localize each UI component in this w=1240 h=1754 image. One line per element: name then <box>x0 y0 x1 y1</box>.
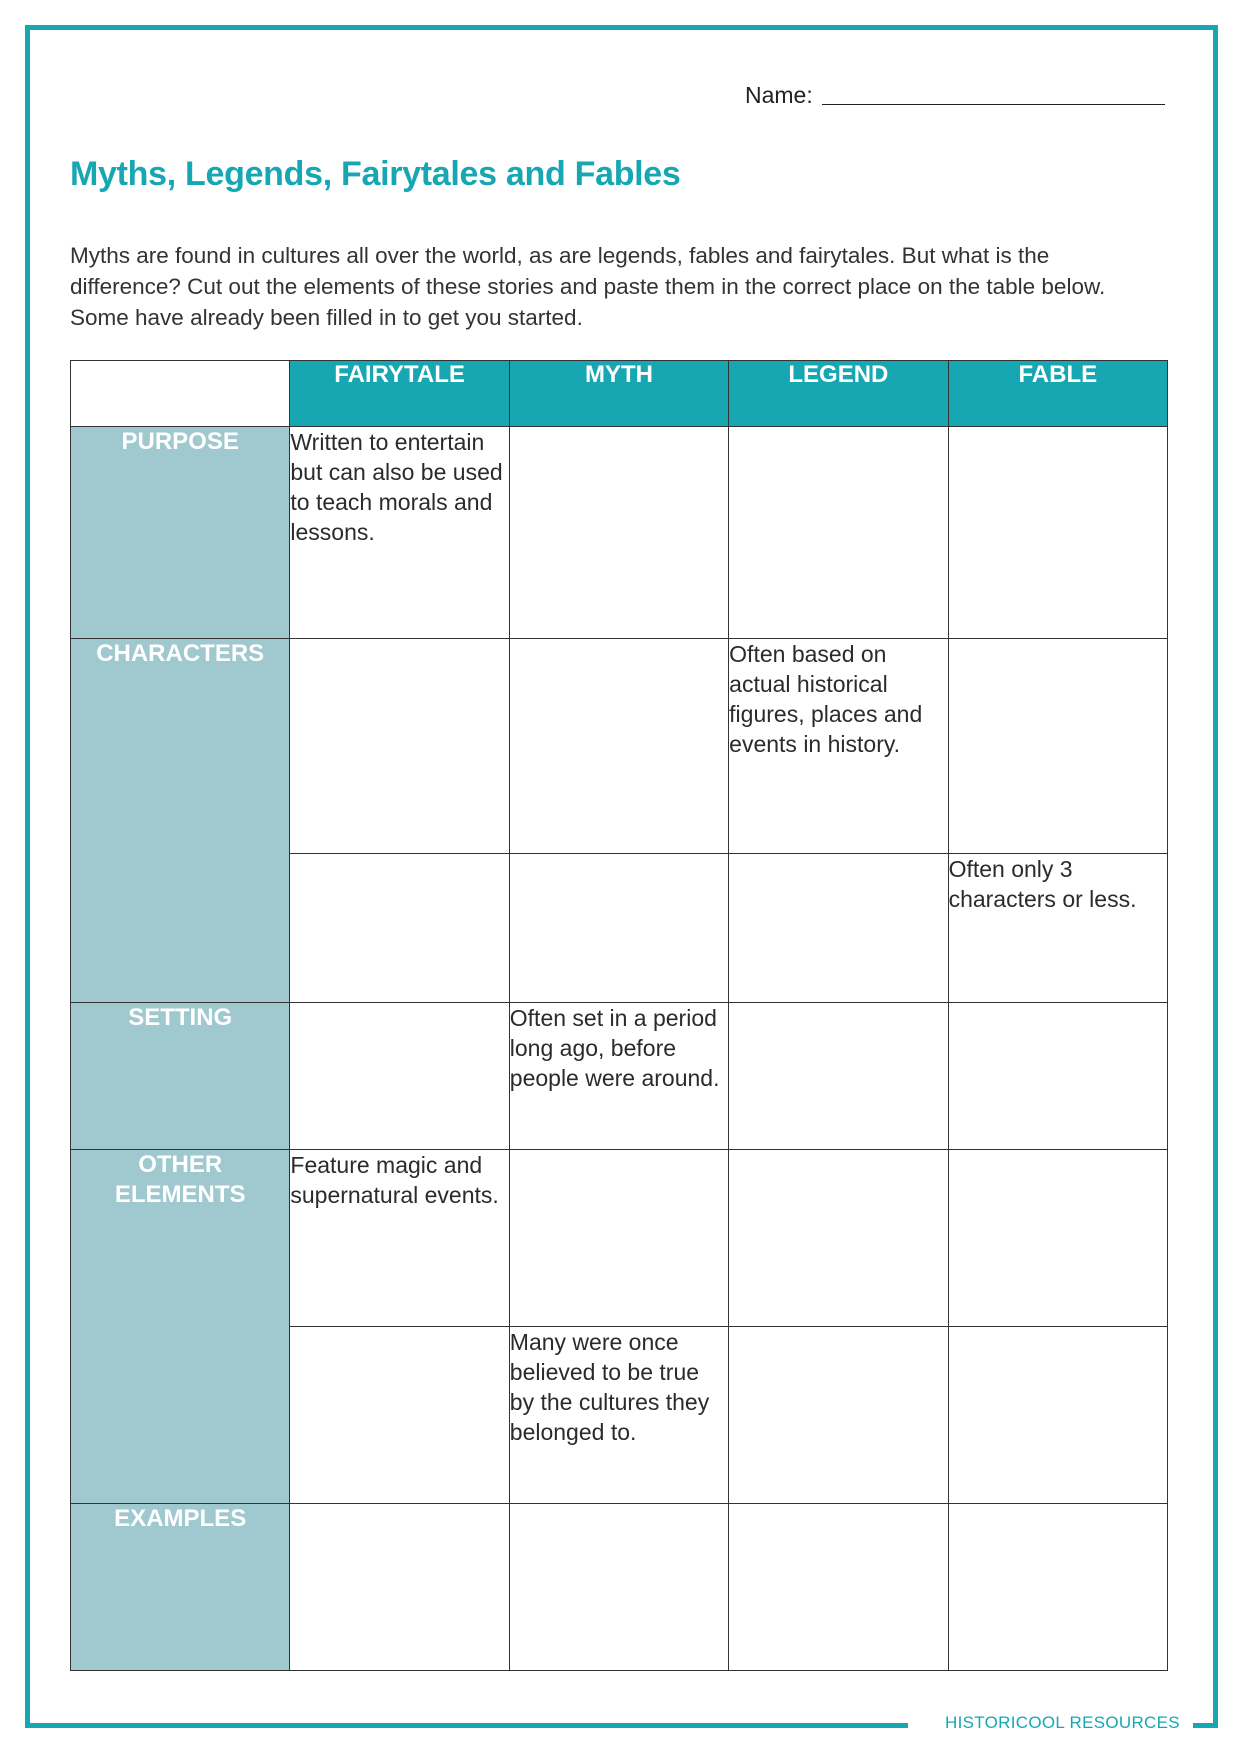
table-cell[interactable] <box>729 1327 948 1504</box>
footer-brand: HISTORICOOL RESOURCES <box>945 1713 1180 1732</box>
column-header-fairytale: FAIRYTALE <box>290 361 509 427</box>
table-cell[interactable] <box>948 1003 1167 1150</box>
table-cell[interactable]: Feature magic and supernatural events. <box>290 1150 509 1327</box>
row-header-setting: SETTING <box>71 1003 290 1150</box>
intro-line: Myths are found in cultures all over the world, as are legends, fables and fairytales. But what is the <box>70 243 1050 268</box>
row-header-characters: CHARACTERS <box>71 639 290 1003</box>
table-cell[interactable] <box>948 1150 1167 1327</box>
row-header-purpose: PURPOSE <box>71 427 290 639</box>
table-cell[interactable] <box>290 1003 509 1150</box>
intro-line: difference? Cut out the elements of these stories and paste them in the correct place on the table below. <box>70 274 1106 299</box>
intro-paragraph <box>70 240 1180 333</box>
table-cell[interactable] <box>509 1150 728 1327</box>
page-border-top <box>25 25 1218 30</box>
table-cell[interactable] <box>509 1504 728 1671</box>
column-header-legend: LEGEND <box>729 361 948 427</box>
name-field[interactable] <box>822 104 1165 105</box>
table-corner <box>71 361 290 427</box>
table-cell[interactable]: Often set in a period long ago, before people were around. <box>509 1003 728 1150</box>
table-cell[interactable]: Many were once believed to be true by the cultures they belonged to. <box>509 1327 728 1504</box>
table-cell[interactable] <box>509 639 728 854</box>
name-label: Name: <box>745 82 813 108</box>
table-cell[interactable] <box>509 427 728 639</box>
table-cell[interactable] <box>729 1504 948 1671</box>
story-elements-table <box>70 360 1168 1671</box>
page-border-right <box>1213 25 1218 1728</box>
table-cell[interactable] <box>729 1003 948 1150</box>
table-cell[interactable] <box>948 639 1167 854</box>
table-cell[interactable]: Often based on actual historical figures, places and events in history. <box>729 639 948 854</box>
table-cell[interactable] <box>509 854 728 1003</box>
table-cell[interactable] <box>948 1504 1167 1671</box>
table-cell[interactable]: Written to entertain but can also be used to teach morals and lessons. <box>290 427 509 639</box>
table-cell[interactable] <box>290 1327 509 1504</box>
page-border-left <box>25 25 30 1728</box>
table-cell[interactable] <box>729 854 948 1003</box>
table-cell[interactable] <box>290 854 509 1003</box>
table-cell[interactable] <box>290 1504 509 1671</box>
page-title: Myths, Legends, Fairytales and Fables <box>70 155 681 193</box>
table-cell[interactable] <box>290 639 509 854</box>
intro-line: Some have already been filled in to get you started. <box>70 305 583 330</box>
page-border-bottom-corner <box>1193 1723 1218 1728</box>
column-header-fable: FABLE <box>948 361 1167 427</box>
table-cell[interactable] <box>948 1327 1167 1504</box>
column-header-myth: MYTH <box>509 361 728 427</box>
row-header-other-elements: OTHER ELEMENTS <box>71 1150 290 1504</box>
table-cell[interactable] <box>729 427 948 639</box>
table-cell[interactable] <box>948 427 1167 639</box>
page-border-bottom <box>25 1723 908 1728</box>
row-header-examples: EXAMPLES <box>71 1504 290 1671</box>
table-cell[interactable] <box>729 1150 948 1327</box>
table-cell[interactable]: Often only 3 characters or less. <box>948 854 1167 1003</box>
